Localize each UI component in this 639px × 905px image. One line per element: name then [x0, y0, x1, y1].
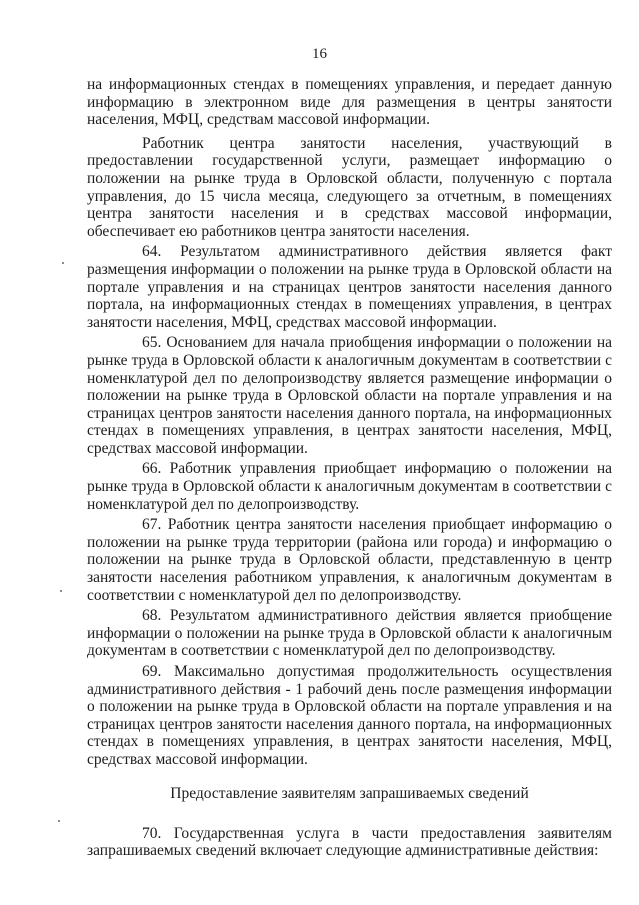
section-heading: Предоставление заявителям запрашиваемых сведений	[170, 784, 529, 802]
document-body	[87, 76, 612, 860]
paragraph-continuation: на информационных стендах в помещениях управления, и передает данную информацию в электронном виде для размещения в центры занятости населения, МФЦ, средствам массовой информации.	[87, 76, 612, 129]
scan-speck	[58, 820, 60, 822]
paragraph-70: 70. Государственная услуга в части предоставления заявителям запрашиваемых сведений включает следующие административные действия:	[87, 824, 612, 860]
paragraph-64: 64. Результатом административного действия является факт размещения информации о положении на рынке труда в Орловской области на портале управления и на страницах центров занятости населения данного портала, на информационных стендах в помещениях управления, в центрах занятости населения, МФЦ, средствах массовой информации.	[87, 243, 612, 331]
paragraph-66: 66. Работник управления приобщает информацию о положении на рынке труда в Орловской области к аналогичным документам в соответствии с номенклатурой дел по делопроизводству.	[87, 460, 612, 513]
paragraph-employment-center-worker: Работник центра занятости населения, участвующий в предоставлении государственной услуги, размещает информацию о положении на рынке труда в Орловской области, полученную с портала управления, до 15 числа месяца, следующего за отчетным, в помещениях центра занятости населения и в средствах массовой информации, обеспечивает ею работников центра занятости населения.	[87, 134, 612, 240]
paragraph-67: 67. Работник центра занятости населения приобщает информацию о положении на рынке труда территории (района или города) и информацию о положении на рынке труда в Орловской области, представленную в центр занятости населения работником управления, к аналогичным документам в соответствии с номенклатурой дел по делопроизводству.	[87, 516, 612, 604]
scan-speck	[62, 262, 64, 264]
paragraph-65: 65. Основанием для начала приобщения информации о положении на рынке труда в Орловской области к аналогичным документам в соответствии с номенклатурой дел по делопроизводству является размещение информации о положении на рынке труда в Орловской области на портале управления и на страницах центров занятости населения данного портала, на информационных стендах в помещениях управления, в центрах занятости населения, МФЦ, средствах массовой информации.	[87, 334, 612, 457]
paragraph-69: 69. Максимально допустимая продолжительность осуществления административного действия - 1 рабочий день после размещения информации о положении на рынке труда в Орловской области на портале управления и на страницах центров занятости населения данного портала, на информационных стендах в помещениях управления, в центрах занятости населения, МФЦ, средствах массовой информации.	[87, 663, 612, 768]
paragraph-68: 68. Результатом административного действия является приобщение информации о положении на рынке труда в Орловской области к аналогичным документам в соответствии с номенклатурой дел по делопроизводству.	[87, 607, 612, 660]
scan-speck	[60, 590, 62, 592]
page-number: 16	[312, 46, 327, 62]
